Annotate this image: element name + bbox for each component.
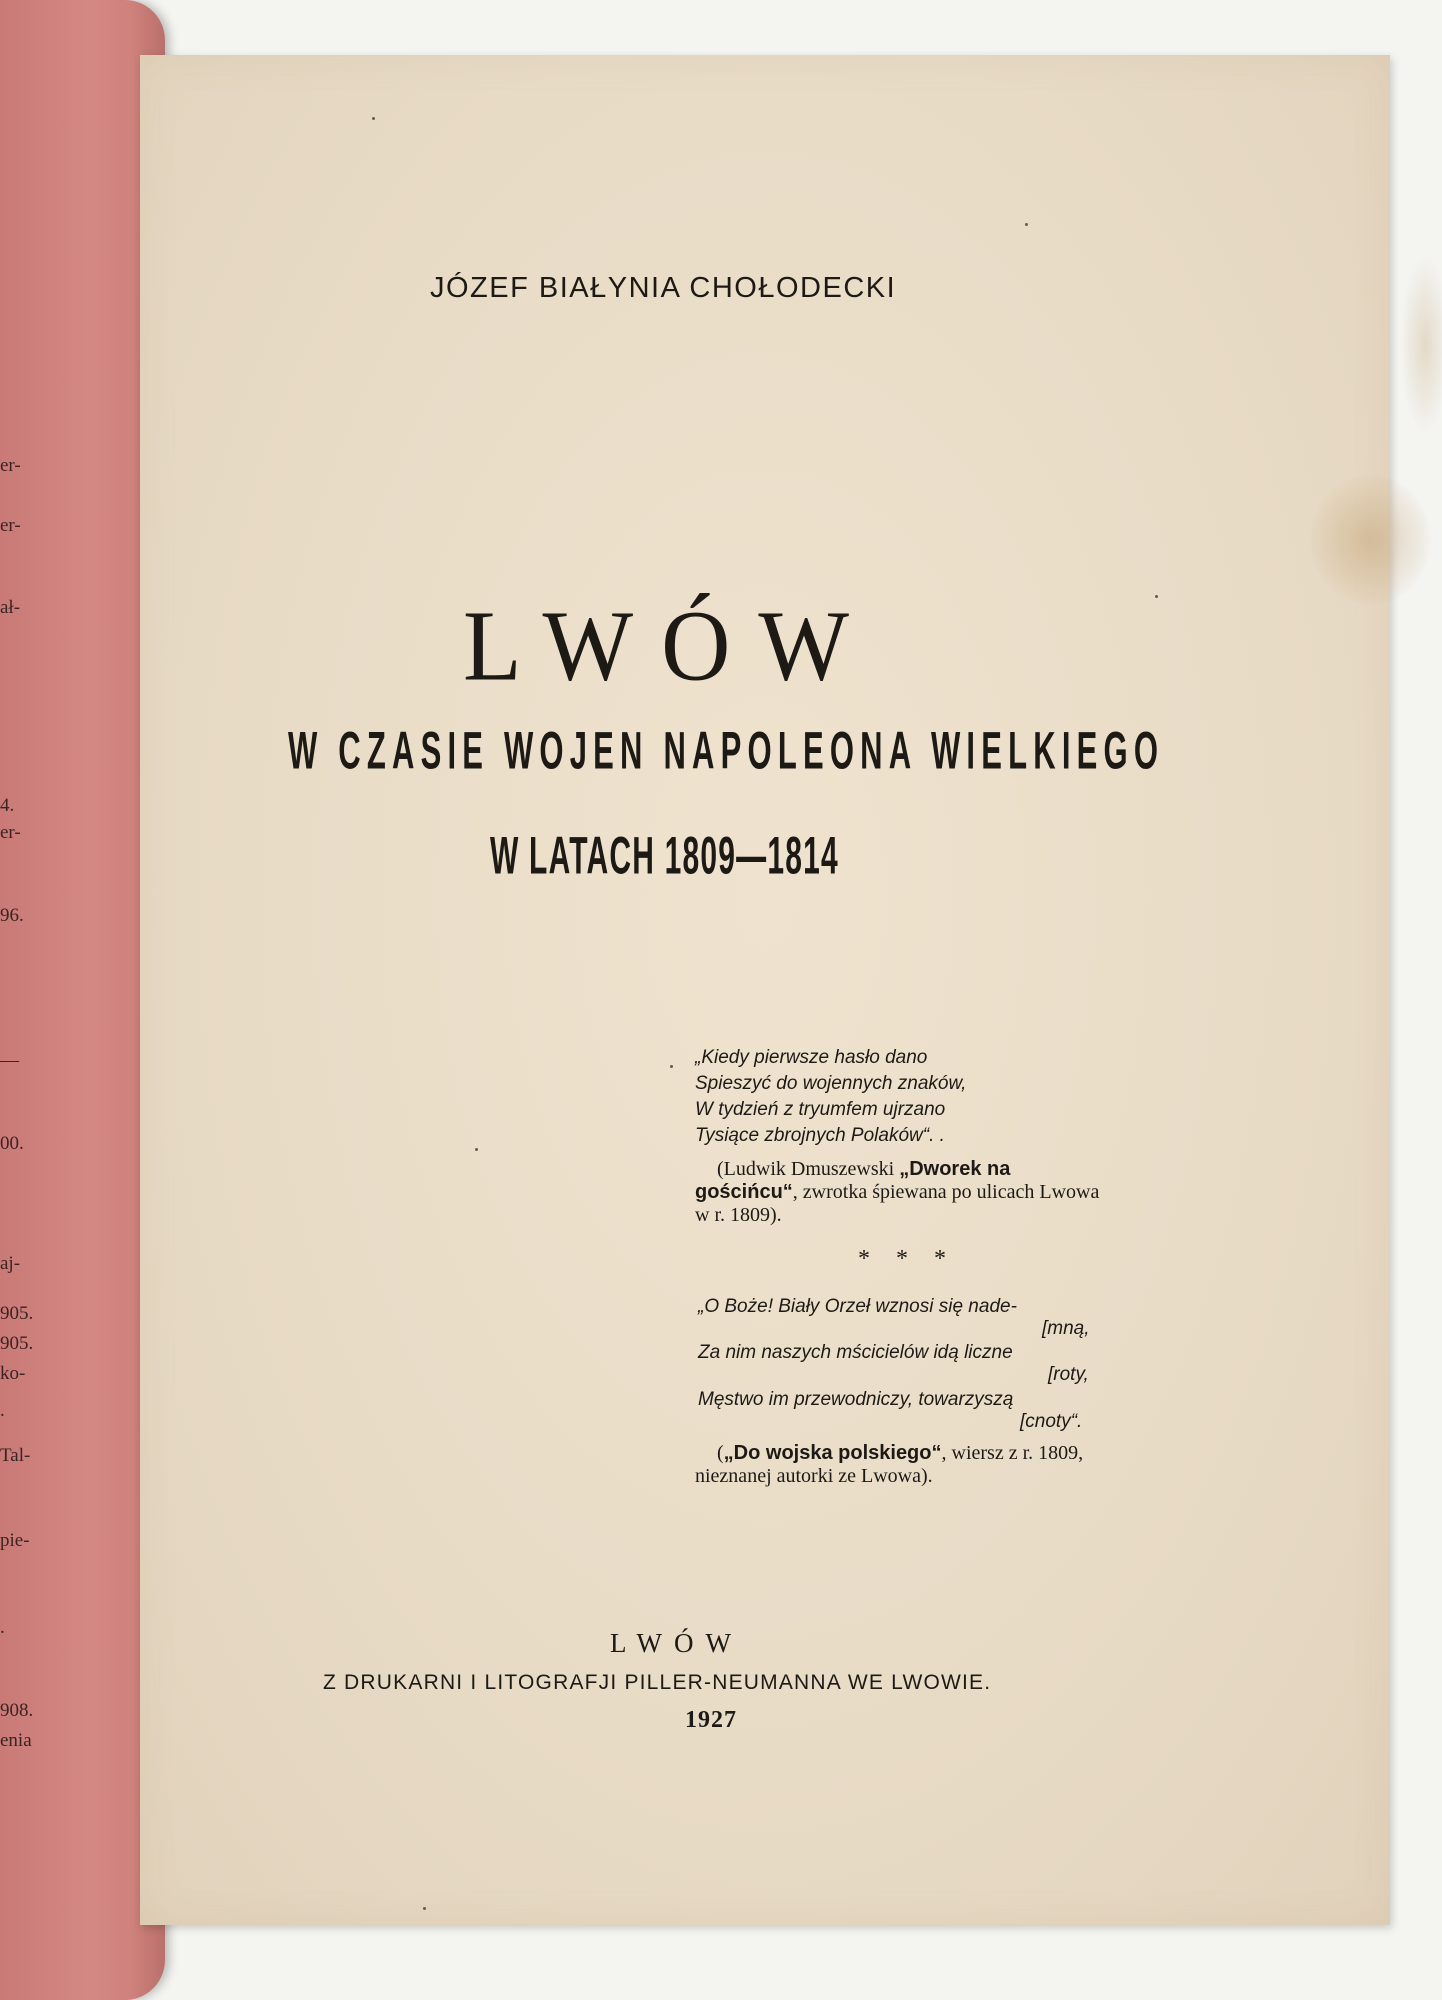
- citation-text: (Ludwik Dmuszewski: [717, 1158, 900, 1180]
- epigraph-line: „Kiedy pierwsze hasło dano: [695, 1047, 928, 1068]
- epigraph-line: W tydzień z tryumfem ujrzano: [695, 1099, 946, 1120]
- cover-text-fragment: ko-: [0, 1363, 26, 1384]
- publication-year: 1927: [685, 1707, 737, 1733]
- water-stain: [1400, 255, 1442, 435]
- cover-text-fragment: er-: [0, 455, 21, 476]
- cover-text-fragment: aj-: [0, 1253, 21, 1274]
- citation-work-title: „Dworek na gościńcu“: [695, 1158, 1011, 1203]
- epigraph-1: [695, 1045, 966, 1149]
- cover-text-fragment: 905.: [0, 1303, 34, 1324]
- epigraph-line: „O Boże! Biały Orzeł wznosi się nade-: [698, 1296, 1017, 1317]
- epigraph-line: [roty,: [1048, 1364, 1089, 1385]
- water-stain: [1310, 475, 1430, 605]
- printer-name: Z DRUKARNI I LITOGRAFJI PILLER-NEUMANNA WE LWOWIE.: [323, 1671, 992, 1694]
- paper-speck: [372, 117, 375, 120]
- epigraph-line: [mną,: [1042, 1318, 1090, 1339]
- epigraph-2-citation: [695, 1442, 1115, 1488]
- cover-text-fragment: pie-: [0, 1530, 30, 1551]
- cover-text-fragment: 908.: [0, 1700, 34, 1721]
- epigraph-line: Za nim naszych mścicielów idą liczne: [698, 1342, 1013, 1363]
- paper-speck: [475, 1148, 478, 1151]
- citation-work-title: „Do wojska polskiego“: [723, 1442, 942, 1464]
- title-page: [140, 55, 1390, 1925]
- citation-text: (: [717, 1442, 724, 1464]
- book-title: LWÓW: [462, 589, 878, 702]
- paper-speck: [423, 1907, 426, 1910]
- cover-text-fragment: ał-: [0, 597, 21, 618]
- subtitle-line-2: W LATACH 1809—1814: [490, 826, 839, 885]
- cover-text-fragment: er-: [0, 515, 21, 536]
- cover-text-fragment: .: [0, 1400, 5, 1421]
- subtitle-line-1: W CZASIE WOJEN NAPOLEONA WIELKIEGO: [288, 721, 1165, 780]
- cover-text-fragment: 905.: [0, 1333, 34, 1354]
- cover-text-fragment: Tal-: [0, 1445, 31, 1466]
- epigraph-1-citation: [695, 1158, 1115, 1227]
- cover-text-fragment: 4.: [0, 795, 15, 816]
- publication-city: LWÓW: [610, 1628, 743, 1658]
- epigraph-line: Męstwo im przewodniczy, towarzyszą: [698, 1389, 1014, 1410]
- paper-speck: [1155, 595, 1158, 598]
- citation-text: , zwrotka śpiewana po ulicach Lwowa w r. 1809).: [695, 1181, 1100, 1226]
- paper-speck: [1025, 223, 1028, 226]
- paper-speck: [670, 1065, 673, 1068]
- cover-text-fragment: 96.: [0, 905, 24, 926]
- cover-text-fragment: —: [0, 1050, 19, 1071]
- epigraph-line: Spieszyć do wojennych znaków,: [695, 1073, 967, 1094]
- cover-text-fragment: enia: [0, 1730, 32, 1751]
- author-name: JÓZEF BIAŁYNIA CHOŁODECKI: [430, 272, 897, 304]
- section-separator: * * *: [858, 1246, 956, 1272]
- cover-text-fragment: 00.: [0, 1133, 24, 1154]
- epigraph-line: [cnoty“.: [1020, 1411, 1083, 1432]
- cover-text-fragment: er-: [0, 822, 21, 843]
- epigraph-line: Tysiące zbrojnych Polaków“. .: [695, 1125, 945, 1146]
- citation-text: , wiersz z r. 1809, nieznanej autorki ze Lwowa).: [695, 1442, 1084, 1487]
- cover-text-fragment: .: [0, 1617, 5, 1638]
